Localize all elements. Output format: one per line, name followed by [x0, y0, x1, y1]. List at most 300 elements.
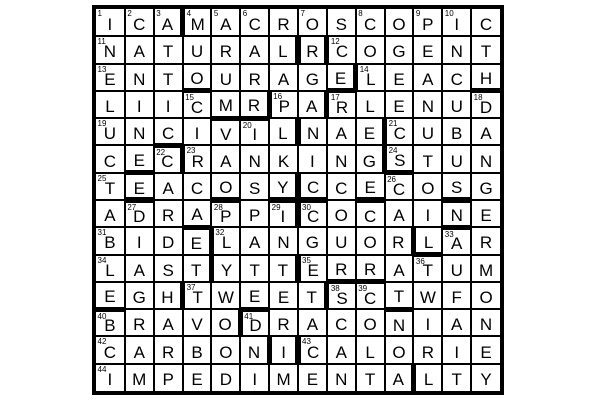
grid-cell[interactable] [329, 37, 354, 62]
grid-cell[interactable] [387, 119, 412, 144]
cell-letter: C [335, 42, 349, 62]
grid-cell[interactable] [357, 146, 382, 171]
cell-letter: E [480, 342, 492, 362]
grid-cell[interactable] [328, 201, 355, 226]
grid-cell[interactable] [386, 9, 413, 35]
cell-letter: L [366, 69, 376, 89]
grid-cell[interactable] [472, 119, 500, 144]
cell-letter: L [423, 370, 434, 390]
grid-cell[interactable] [299, 283, 324, 308]
grid-cell[interactable] [212, 174, 239, 198]
grid-cell[interactable] [328, 174, 355, 199]
cell-letter: C [190, 178, 204, 198]
grid-cell[interactable] [155, 92, 182, 117]
clue-number: 15 [185, 93, 194, 103]
grid-cell[interactable] [472, 201, 500, 226]
cell-letter: A [451, 234, 463, 254]
grid-cell[interactable] [472, 37, 500, 62]
cell-letter: N [450, 206, 463, 226]
grid-cell[interactable] [212, 65, 239, 90]
cell-letter: Y [277, 178, 289, 198]
grid-cell[interactable] [96, 228, 124, 253]
grid-cell[interactable] [212, 203, 239, 227]
grid-cell[interactable] [241, 283, 268, 307]
clue-number: 23 [186, 146, 196, 156]
grid-cell[interactable] [241, 256, 268, 281]
cell-letter: S [335, 14, 347, 34]
grid-cell[interactable] [155, 201, 182, 226]
clue-number: 44 [97, 364, 107, 374]
clue-number: 21 [388, 119, 398, 129]
cell-letter: A [335, 124, 347, 144]
grid-cell[interactable] [328, 119, 355, 144]
grid-cell[interactable] [241, 37, 268, 62]
cell-letter: T [192, 287, 203, 307]
grid-cell[interactable] [328, 228, 355, 253]
cell-letter: T [422, 261, 434, 281]
grid-cell[interactable] [472, 283, 500, 308]
cell-letter: G [392, 42, 406, 62]
cell-letter: O [363, 233, 377, 253]
grid-cell[interactable] [270, 310, 297, 335]
cell-letter: U [450, 260, 463, 280]
grid-cell[interactable] [270, 228, 297, 253]
grid-cell[interactable] [155, 337, 182, 362]
cell-letter: U [103, 124, 117, 144]
grid-cell[interactable] [443, 230, 470, 254]
grid-cell[interactable] [414, 337, 441, 362]
clue-number: 38 [330, 284, 340, 294]
grid-cell[interactable] [126, 119, 153, 144]
grid-cell[interactable] [155, 283, 180, 308]
grid-cell[interactable] [272, 337, 296, 362]
grid-cell[interactable] [96, 256, 124, 281]
cell-letter: A [191, 205, 203, 225]
grid-cell[interactable] [185, 9, 210, 35]
grid-cell[interactable] [387, 146, 412, 170]
grid-cell[interactable] [472, 9, 500, 35]
grid-cell[interactable] [328, 65, 353, 89]
cell-letter: C [103, 151, 117, 171]
grid-cell[interactable] [126, 283, 153, 308]
grid-cell[interactable] [270, 146, 297, 171]
grid-cell[interactable] [386, 37, 413, 62]
cell-letter: D [479, 97, 493, 117]
grid-cell[interactable] [414, 257, 441, 281]
grid-cell[interactable] [386, 337, 413, 362]
cell-letter: R [247, 96, 261, 116]
grid-cell[interactable] [328, 365, 355, 391]
grid-cell[interactable] [241, 146, 268, 171]
grid-cell[interactable] [301, 37, 325, 62]
grid-cell[interactable] [357, 256, 384, 280]
grid-cell[interactable] [184, 119, 211, 144]
grid-cell[interactable] [301, 203, 326, 227]
cell-letter: B [191, 342, 203, 362]
grid-cell[interactable] [270, 256, 295, 281]
grid-cell[interactable] [212, 146, 239, 171]
cell-letter: L [423, 232, 434, 252]
cell-letter: C [103, 342, 117, 362]
grid-cell[interactable] [357, 203, 384, 227]
cell-letter: A [249, 233, 261, 253]
grid-cell[interactable] [357, 284, 384, 308]
grid-cell[interactable] [241, 228, 268, 253]
grid-cell[interactable] [472, 65, 500, 89]
grid-cell[interactable] [212, 337, 239, 362]
grid-cell[interactable] [299, 146, 326, 171]
grid-cell[interactable] [357, 310, 384, 335]
cell-letter: N [133, 69, 146, 89]
grid-cell[interactable] [96, 337, 124, 362]
cell-letter: O [219, 342, 233, 362]
grid-cell[interactable] [386, 283, 413, 307]
cell-letter: C [450, 69, 463, 89]
cell-letter: L [105, 260, 115, 280]
grid-cell[interactable] [386, 228, 411, 253]
grid-cell[interactable] [155, 37, 182, 62]
clue-number: 10 [444, 9, 454, 18]
cell-letter: O [421, 178, 435, 198]
cell-letter: L [365, 342, 375, 362]
clue-number: 17 [330, 93, 340, 103]
cell-letter: U [450, 96, 463, 116]
grid-cell[interactable] [126, 175, 153, 197]
grid-cell[interactable] [299, 92, 324, 117]
cell-letter: T [249, 260, 260, 280]
grid-cell[interactable] [241, 337, 266, 362]
grid-cell[interactable] [301, 337, 326, 362]
cell-letter: N [103, 42, 117, 62]
cell-letter: S [451, 178, 463, 198]
grid-cell[interactable] [126, 337, 153, 362]
cell-letter: A [249, 42, 261, 62]
grid-cell[interactable] [301, 119, 326, 144]
grid-cell[interactable] [270, 119, 295, 144]
cell-letter: A [451, 315, 463, 335]
grid-cell[interactable] [96, 92, 124, 117]
grid-cell[interactable] [472, 228, 500, 253]
grid-cell[interactable] [96, 201, 124, 226]
grid-cell[interactable] [272, 92, 297, 117]
grid-cell[interactable] [357, 174, 384, 198]
grid-cell[interactable] [126, 65, 153, 90]
grid-cell[interactable] [472, 337, 500, 362]
cell-letter: C [335, 315, 348, 335]
cell-letter: O [219, 178, 233, 198]
grid-cell[interactable] [270, 203, 295, 227]
grid-cell[interactable] [386, 256, 413, 281]
cell-letter: L [365, 96, 375, 116]
grid-cell[interactable] [212, 310, 237, 335]
cell-letter: N [133, 124, 146, 144]
cell-letter: S [249, 178, 261, 198]
grid-cell[interactable] [212, 283, 239, 308]
grid-cell[interactable] [155, 365, 182, 391]
grid-cell[interactable] [184, 37, 211, 62]
cell-letter: O [218, 315, 232, 335]
grid-cell[interactable] [212, 37, 239, 62]
grid-cell[interactable] [416, 228, 441, 252]
grid-cell[interactable] [328, 146, 355, 171]
grid-cell[interactable] [126, 92, 153, 117]
grid-cell[interactable] [299, 310, 326, 335]
clue-number: 16 [273, 91, 283, 101]
grid-cell[interactable] [443, 146, 470, 171]
cell-letter: I [281, 342, 286, 362]
cell-letter: R [306, 42, 319, 62]
cell-letter: M [132, 370, 147, 390]
cell-letter: A [220, 14, 232, 34]
grid-cell[interactable] [126, 256, 153, 281]
grid-cell[interactable] [414, 92, 441, 117]
cell-letter: N [450, 42, 463, 62]
grid-cell[interactable] [241, 121, 268, 145]
grid-cell[interactable] [414, 65, 441, 90]
clue-number: 22 [156, 147, 166, 157]
grid-cell[interactable] [358, 65, 383, 90]
cell-letter: B [104, 233, 116, 253]
crossword-grid [92, 5, 504, 395]
cell-letter: E [364, 178, 376, 198]
cell-letter: A [480, 124, 492, 144]
grid-cell[interactable] [357, 92, 384, 117]
grid-cell[interactable] [299, 228, 326, 253]
grid-cell[interactable] [443, 337, 470, 362]
grid-cell[interactable] [328, 9, 355, 35]
grid-cell[interactable] [184, 256, 209, 281]
cell-letter: E [363, 124, 376, 144]
grid-cell[interactable] [241, 365, 268, 391]
cell-letter: G [479, 178, 493, 198]
grid-cell[interactable] [126, 228, 153, 253]
grid-cell[interactable] [357, 9, 384, 35]
grid-cell[interactable] [386, 65, 413, 90]
cell-letter: G [362, 151, 376, 171]
grid-cell[interactable] [414, 119, 441, 144]
grid-cell[interactable] [155, 9, 180, 35]
grid-cell[interactable] [184, 65, 211, 89]
clue-number: 29 [271, 202, 281, 212]
grid-cell[interactable] [443, 92, 470, 117]
grid-cell[interactable] [414, 283, 441, 308]
grid-cell[interactable] [357, 337, 384, 362]
grid-cell[interactable] [241, 65, 268, 90]
grid-cell[interactable] [126, 9, 153, 35]
grid-cell[interactable] [126, 37, 153, 62]
clue-number: 25 [97, 173, 107, 183]
grid-cell[interactable] [96, 37, 124, 62]
grid-cell[interactable] [126, 365, 153, 391]
grid-cell[interactable] [241, 9, 268, 35]
cell-letter: T [162, 69, 174, 89]
grid-cell[interactable] [214, 228, 239, 253]
grid-cell[interactable] [414, 174, 441, 199]
grid-cell[interactable] [270, 65, 297, 90]
grid-cell[interactable] [443, 203, 470, 225]
grid-cell[interactable] [184, 365, 211, 391]
clue-number: 6 [242, 9, 248, 18]
cell-letter: C [161, 152, 174, 172]
grid-cell[interactable] [357, 119, 382, 144]
grid-cell[interactable] [212, 365, 239, 391]
grid-cell[interactable] [299, 365, 326, 391]
clue-number: 2 [127, 9, 132, 18]
grid-cell[interactable] [212, 92, 239, 116]
grid-cell[interactable] [126, 310, 153, 335]
clue-number: 18 [473, 93, 483, 103]
cell-letter: E [277, 287, 290, 307]
grid-cell[interactable] [414, 201, 441, 226]
grid-cell[interactable] [184, 174, 211, 199]
grid-cell[interactable] [443, 65, 470, 90]
grid-cell[interactable] [386, 175, 413, 199]
grid-cell[interactable] [96, 283, 124, 307]
grid-cell[interactable] [299, 9, 326, 35]
grid-cell[interactable] [357, 37, 384, 62]
cell-letter: I [454, 342, 460, 362]
cell-letter: I [136, 96, 142, 116]
grid-cell[interactable] [155, 148, 180, 172]
grid-cell[interactable] [472, 93, 500, 117]
grid-cell[interactable] [184, 230, 209, 254]
grid-cell[interactable] [301, 256, 326, 281]
cell-letter: M [190, 14, 205, 34]
cell-letter: R [161, 206, 175, 226]
grid-cell[interactable] [443, 174, 470, 198]
grid-cell[interactable] [126, 146, 153, 170]
cell-letter: R [191, 151, 204, 171]
grid-cell[interactable] [212, 9, 239, 35]
clue-number: 34 [97, 255, 107, 265]
grid-cell[interactable] [301, 174, 326, 198]
grid-cell[interactable] [96, 65, 124, 90]
cell-letter: R [277, 14, 290, 34]
grid-cell[interactable] [243, 312, 268, 336]
grid-cell[interactable] [328, 256, 355, 280]
grid-cell[interactable] [185, 283, 210, 308]
grid-cell[interactable] [184, 337, 211, 362]
grid-cell[interactable] [472, 146, 500, 171]
grid-cell[interactable] [357, 365, 384, 391]
grid-cell[interactable] [184, 201, 211, 225]
cell-letter: S [336, 288, 348, 308]
grid-cell[interactable] [386, 312, 413, 336]
clue-number: 37 [186, 282, 196, 292]
grid-cell[interactable] [443, 310, 470, 335]
grid-cell[interactable] [443, 9, 470, 35]
grid-cell[interactable] [386, 92, 413, 117]
cell-letter: I [280, 206, 286, 226]
grid-cell[interactable] [443, 119, 470, 144]
grid-cell[interactable] [185, 146, 210, 171]
cell-letter: S [162, 260, 174, 280]
grid-cell[interactable] [416, 365, 441, 391]
grid-cell[interactable] [270, 174, 295, 198]
cell-letter: A [277, 69, 290, 89]
grid-cell[interactable] [270, 37, 295, 62]
grid-cell[interactable] [414, 9, 441, 35]
grid-cell[interactable] [126, 203, 153, 227]
grid-cell[interactable] [212, 121, 239, 145]
grid-cell[interactable] [96, 9, 124, 35]
cell-letter: O [479, 287, 493, 307]
grid-cell[interactable] [270, 9, 297, 35]
grid-cell[interactable] [96, 365, 124, 391]
clue-number: 31 [97, 228, 107, 238]
cell-letter: D [133, 206, 146, 226]
grid-cell[interactable] [386, 201, 413, 226]
cell-letter: L [105, 96, 115, 116]
clue-number: 7 [300, 9, 305, 18]
grid-cell[interactable] [155, 256, 182, 281]
cell-letter: A [162, 178, 174, 198]
grid-cell[interactable] [184, 310, 211, 335]
cell-letter: I [310, 151, 315, 171]
grid-cell[interactable] [414, 37, 441, 62]
cell-letter: F [451, 287, 462, 307]
cell-letter: N [307, 124, 320, 144]
grid-cell[interactable] [329, 284, 354, 308]
grid-cell[interactable] [214, 256, 239, 281]
cell-letter: W [217, 287, 234, 307]
grid-cell[interactable] [241, 92, 266, 116]
grid-cell[interactable] [386, 365, 411, 391]
cell-letter: I [194, 124, 200, 144]
clue-number: 35 [302, 255, 311, 265]
grid-cell[interactable] [414, 310, 441, 335]
grid-cell[interactable] [443, 283, 470, 308]
grid-cell[interactable] [155, 119, 182, 143]
grid-cell[interactable] [96, 146, 124, 171]
cell-letter: N [421, 96, 434, 116]
grid-cell[interactable] [472, 256, 500, 281]
grid-cell[interactable] [472, 174, 500, 199]
grid-cell[interactable] [328, 337, 355, 362]
cell-letter: P [278, 96, 290, 116]
grid-cell[interactable] [270, 283, 297, 308]
grid-cell[interactable] [184, 93, 211, 117]
grid-cell[interactable] [357, 228, 384, 253]
grid-cell[interactable] [270, 365, 297, 391]
grid-cell[interactable] [443, 365, 470, 391]
grid-cell[interactable] [472, 365, 500, 391]
grid-cell[interactable] [443, 37, 470, 62]
grid-cell[interactable] [96, 312, 124, 336]
grid-cell[interactable] [155, 310, 182, 335]
grid-cell[interactable] [241, 174, 268, 199]
cell-letter: N [392, 316, 406, 336]
cell-letter: C [363, 206, 377, 226]
grid-cell[interactable] [472, 310, 500, 335]
grid-cell[interactable] [96, 119, 124, 144]
cell-letter: T [480, 42, 492, 62]
grid-cell[interactable] [241, 201, 268, 226]
grid-cell[interactable] [328, 310, 355, 335]
grid-cell[interactable] [155, 174, 182, 199]
grid-cell[interactable] [414, 146, 441, 171]
grid-cell[interactable] [96, 174, 124, 199]
grid-cell[interactable] [443, 256, 470, 281]
grid-cell[interactable] [155, 228, 182, 253]
grid-cell[interactable] [155, 65, 182, 90]
clue-number: 12 [330, 37, 340, 47]
grid-cell[interactable] [329, 93, 354, 117]
grid-cell[interactable] [299, 65, 326, 90]
cell-letter: I [252, 125, 258, 145]
cell-letter: R [335, 259, 348, 279]
cell-letter: N [277, 233, 290, 253]
